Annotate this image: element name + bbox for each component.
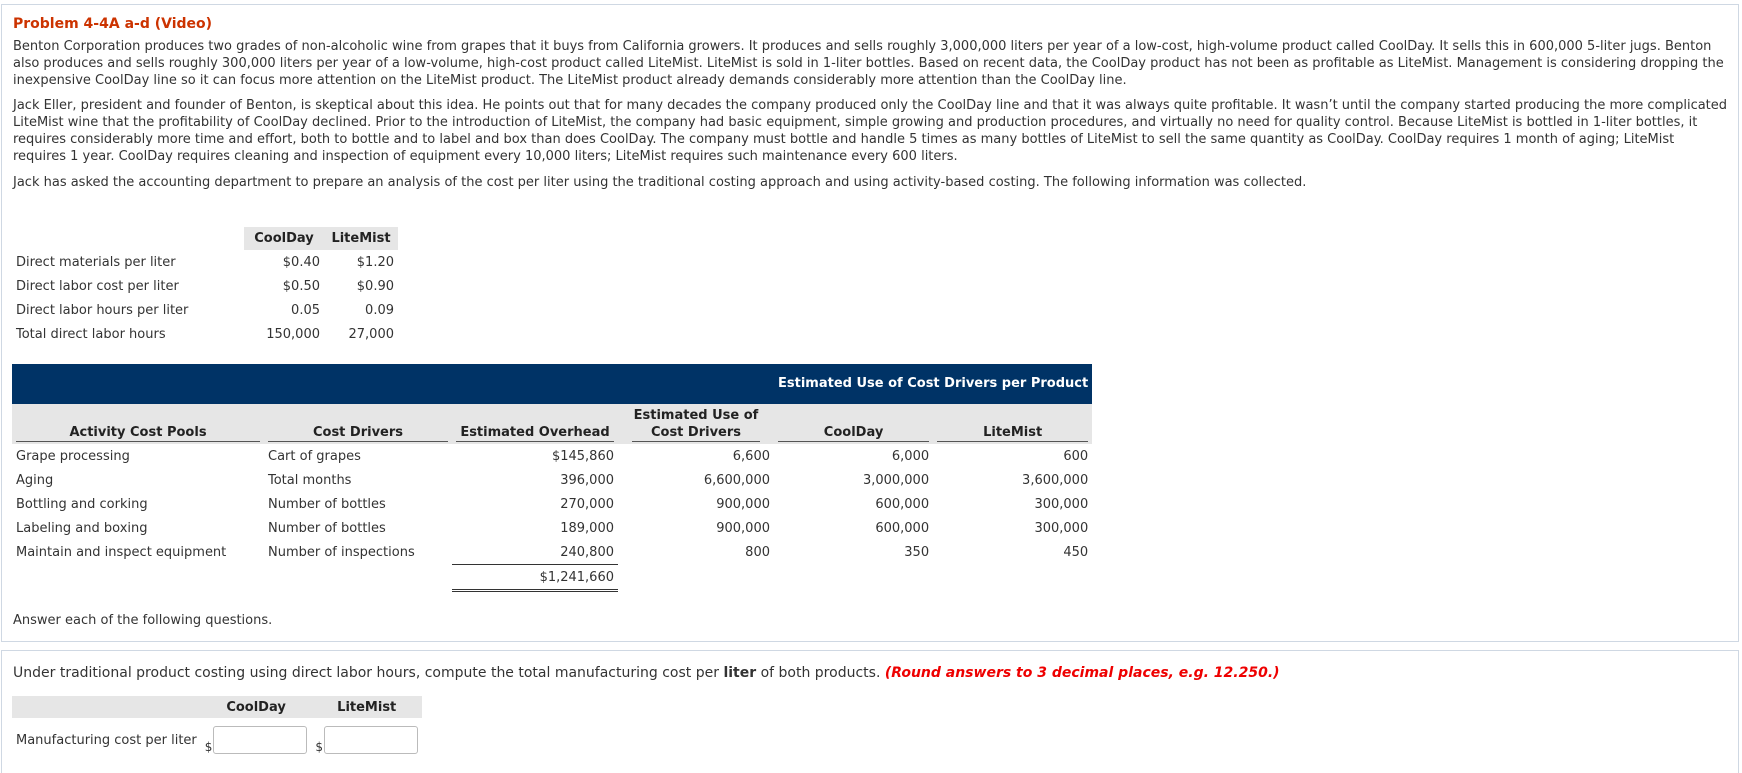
coolday-use: 3,000,000 (862, 472, 930, 488)
estimated-use: 6,600 (732, 448, 770, 464)
estimated-overhead: $145,860 (551, 448, 614, 464)
estimated-overhead: 270,000 (560, 496, 614, 512)
answer-prompt: Answer each of the following questions. (13, 613, 273, 628)
navy-band (618, 364, 774, 404)
cost-driver: Total months (268, 472, 352, 488)
table-row (12, 274, 398, 298)
estimated-overhead: 240,800 (560, 544, 614, 560)
estimated-use: 800 (745, 544, 770, 560)
table-row (12, 250, 398, 274)
header-coolday: CoolDay (774, 404, 933, 444)
activity-cost-table (12, 364, 1092, 592)
problem-title: Problem 4-4A a-d (Video) (13, 16, 213, 32)
litemist-value: 27,000 (348, 326, 394, 342)
coolday-use: 350 (904, 544, 930, 560)
navy-band (452, 364, 618, 404)
question-bold-word: liter (723, 665, 757, 681)
coolday-value: 150,000 (266, 326, 320, 342)
question-panel (1, 650, 1739, 773)
table-row (12, 468, 1092, 492)
table-row (12, 492, 1092, 516)
estimated-use: 900,000 (716, 520, 770, 536)
table-row (12, 322, 398, 346)
estimated-overhead: 396,000 (560, 472, 614, 488)
coolday-cost-input[interactable] (213, 726, 307, 754)
activity-pool: Grape processing (16, 448, 130, 464)
total-overhead: $1,241,660 (452, 565, 618, 591)
activity-pool: Labeling and boxing (16, 520, 148, 536)
row-label: Total direct labor hours (16, 326, 166, 342)
litemist-use: 300,000 (1034, 520, 1089, 536)
cost-driver: Cart of grapes (268, 448, 361, 464)
header-cost-drivers: Cost Drivers (264, 404, 452, 444)
cost-driver: Number of bottles (268, 520, 386, 536)
coolday-value: $0.40 (282, 254, 320, 270)
header-litemist: LiteMist (933, 404, 1092, 444)
activity-pool: Bottling and corking (16, 496, 148, 512)
navy-band (264, 364, 452, 404)
activity-pool: Aging (16, 472, 54, 488)
data-header-litemist: LiteMist (324, 227, 398, 250)
litemist-value: $1.20 (356, 254, 394, 270)
estimated-use: 6,600,000 (703, 472, 770, 488)
litemist-value: 0.09 (365, 302, 394, 318)
problem-panel (1, 4, 1739, 642)
coolday-value: $0.50 (282, 278, 320, 294)
total-row (12, 565, 1092, 591)
header-activity-cost-pools: Activity Cost Pools (12, 404, 264, 444)
answer-header-spacer (12, 696, 201, 718)
answer-header-coolday: CoolDay (201, 696, 312, 718)
table-row (12, 540, 1092, 565)
cost-driver: Number of bottles (268, 496, 386, 512)
coolday-use: 600,000 (875, 496, 930, 512)
estimated-use: 900,000 (716, 496, 770, 512)
table-row (12, 718, 422, 762)
litemist-value: $0.90 (356, 278, 394, 294)
data-table-corner (12, 227, 244, 250)
currency-symbol: $ (315, 740, 324, 754)
data-header-coolday: CoolDay (244, 227, 324, 250)
coolday-value: 0.05 (291, 302, 320, 318)
cost-driver: Number of inspections (268, 544, 415, 560)
activity-pool: Maintain and inspect equipment (16, 544, 227, 560)
row-label: Manufacturing cost per liter (16, 732, 197, 748)
coolday-use: 6,000 (891, 448, 930, 464)
litemist-use: 450 (1063, 544, 1089, 560)
litemist-use: 600 (1063, 448, 1089, 464)
coolday-use: 600,000 (875, 520, 930, 536)
row-label: Direct labor hours per liter (16, 302, 189, 318)
question-text: Under traditional product costing using direct labor hours, compute the total manufacturing cost per liter of both products. (Round answers to 3 decimal places, e.g. 12.250.) (13, 665, 1280, 681)
cost-data-table (12, 227, 398, 346)
problem-paragraph-2: Jack Eller, president and founder of Benton, is skeptical about this idea. He points out that for many decades the company produced only the CoolDay line and that it was always quite profitable. It wasn’t until the company started producing the more complicated LiteMist wine that the profitability of CoolDay declined. Prior to the introduction of LiteMist, the company had basic equipment, simple growing and production procedures, and virtually no need for quality control. Because LiteMist is bottled in 1-liter bottles, it requires considerably more time and effort, both to bottle and to label and box than does CoolDay. The company must bottle and handle 5 times as many bottles of LiteMist to sell the same quantity as CoolDay. CoolDay requires 1 month of aging; LiteMist requires 1 year. CoolDay requires cleaning and inspection of equipment every 10,000 liters; LiteMist requires such maintenance every 600 liters. (13, 98, 1728, 164)
row-label: Direct labor cost per liter (16, 278, 179, 294)
table-row (12, 298, 398, 322)
litemist-cost-input[interactable] (324, 726, 418, 754)
problem-paragraph-1: Benton Corporation produces two grades of non-alcoholic wine from grapes that it buys from California growers. It produces and sells roughly 3,000,000 liters per year of a low-cost, high-volume product called CoolDay. It sells this in 600,000 5-liter jugs. Benton also produces and sells roughly 300,000 liters per year of a low-volume, high-cost product called LiteMist. LiteMist is sold in 1-liter bottles. Based on recent data, the CoolDay product has not been as profitable as LiteMist. Management is considering dropping the inexpensive CoolDay line so it can focus more attention on the LiteMist product. The LiteMist product already demands considerably more attention than the CoolDay line. (13, 39, 1724, 88)
header-estimated-use: Estimated Use of Cost Drivers (618, 404, 774, 444)
table-row (12, 516, 1092, 540)
currency-symbol: $ (204, 740, 213, 754)
answer-header-litemist: LiteMist (311, 696, 422, 718)
estimated-overhead: 189,000 (560, 520, 614, 536)
answer-table (12, 696, 422, 762)
navy-band (12, 364, 264, 404)
table-row (12, 444, 1092, 468)
problem-paragraph-3: Jack has asked the accounting department to prepare an analysis of the cost per liter using the traditional costing approach and using activity-based costing. The following information was collected. (13, 175, 1307, 190)
row-label: Direct materials per liter (16, 254, 176, 270)
header-estimated-overhead: Estimated Overhead (452, 404, 618, 444)
rounding-instruction: (Round answers to 3 decimal places, e.g. 12.250.) (884, 665, 1280, 681)
group-header-cost-drivers-per-product: Estimated Use of Cost Drivers per Product (774, 364, 1092, 404)
litemist-use: 300,000 (1034, 496, 1089, 512)
litemist-use: 3,600,000 (1022, 472, 1089, 488)
